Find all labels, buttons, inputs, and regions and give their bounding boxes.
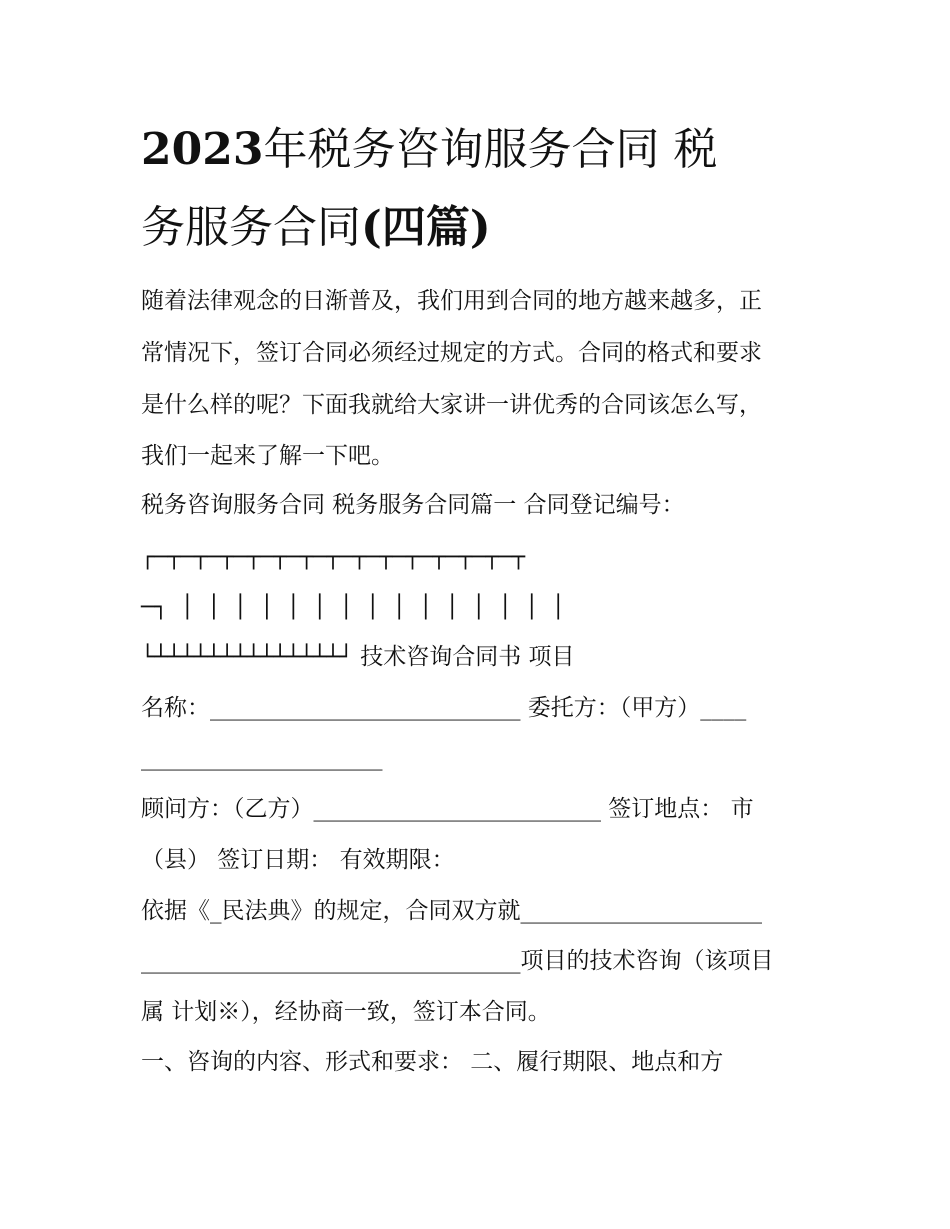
project-name-line: 名称：___________________________ 委托方：（甲方）____ — [141, 695, 747, 721]
title-count: (四篇) — [361, 202, 491, 253]
document-title-line-2 — [141, 202, 821, 254]
title-text-2: 务服务合同 — [141, 202, 361, 253]
document-title-line-1 — [141, 124, 821, 176]
contract-book-title: 技术咨询合同书 项目 — [360, 644, 575, 670]
registration-box-bottom: └┴┴┴┴┴┴┴┴┴┴┴┴┴┴┘ — [141, 645, 353, 670]
intro-line-2: 常情况下，签订合同必须经过规定的方式。合同的格式和要求 — [141, 340, 762, 366]
registration-box-middle: ─┐ │ │ │ │ │ │ │ │ │ │ │ │ │ │ │ — [141, 595, 565, 620]
intro-line-3: 是什么样的呢？下面我就给大家讲一讲优秀的合同该怎么写， — [141, 392, 762, 418]
date-line: （县） 签订日期： 有效期限： — [141, 847, 455, 873]
items-line: 一、咨询的内容、形式和要求： 二、履行期限、地点和方 — [141, 1049, 724, 1075]
registration-box-top: ┌─┬─┬─┬─┬─┬─┬─┬─┬─┬─┬─┬─┬─┬─┬ — [141, 545, 526, 570]
intro-line-4: 我们一起来了解一下吧。 — [141, 443, 394, 469]
title-text-1: 年税务咨询服务合同 税 — [263, 124, 718, 175]
blank-line: _____________________ — [141, 745, 383, 771]
consultant-line: 顾问方：（乙方）_________________________ 签订地点： 市 — [141, 796, 754, 822]
basis-line: 依据《_民法典》的规定，合同双方就_____________________ — [141, 898, 762, 924]
plan-line: 属 计划※），经协商一致，签订本合同。 — [141, 999, 551, 1025]
section-heading: 税务咨询服务合同 税务服务合同篇一 合同登记编号： — [141, 492, 685, 518]
title-year: 2023 — [141, 124, 264, 175]
registration-box-bottom-line — [141, 642, 821, 673]
project-line: _________________________________项目的技术咨询（该项目 — [141, 948, 774, 974]
intro-line-1: 随着法律观念的日渐普及，我们用到合同的地方越来越多，正 — [141, 288, 762, 314]
